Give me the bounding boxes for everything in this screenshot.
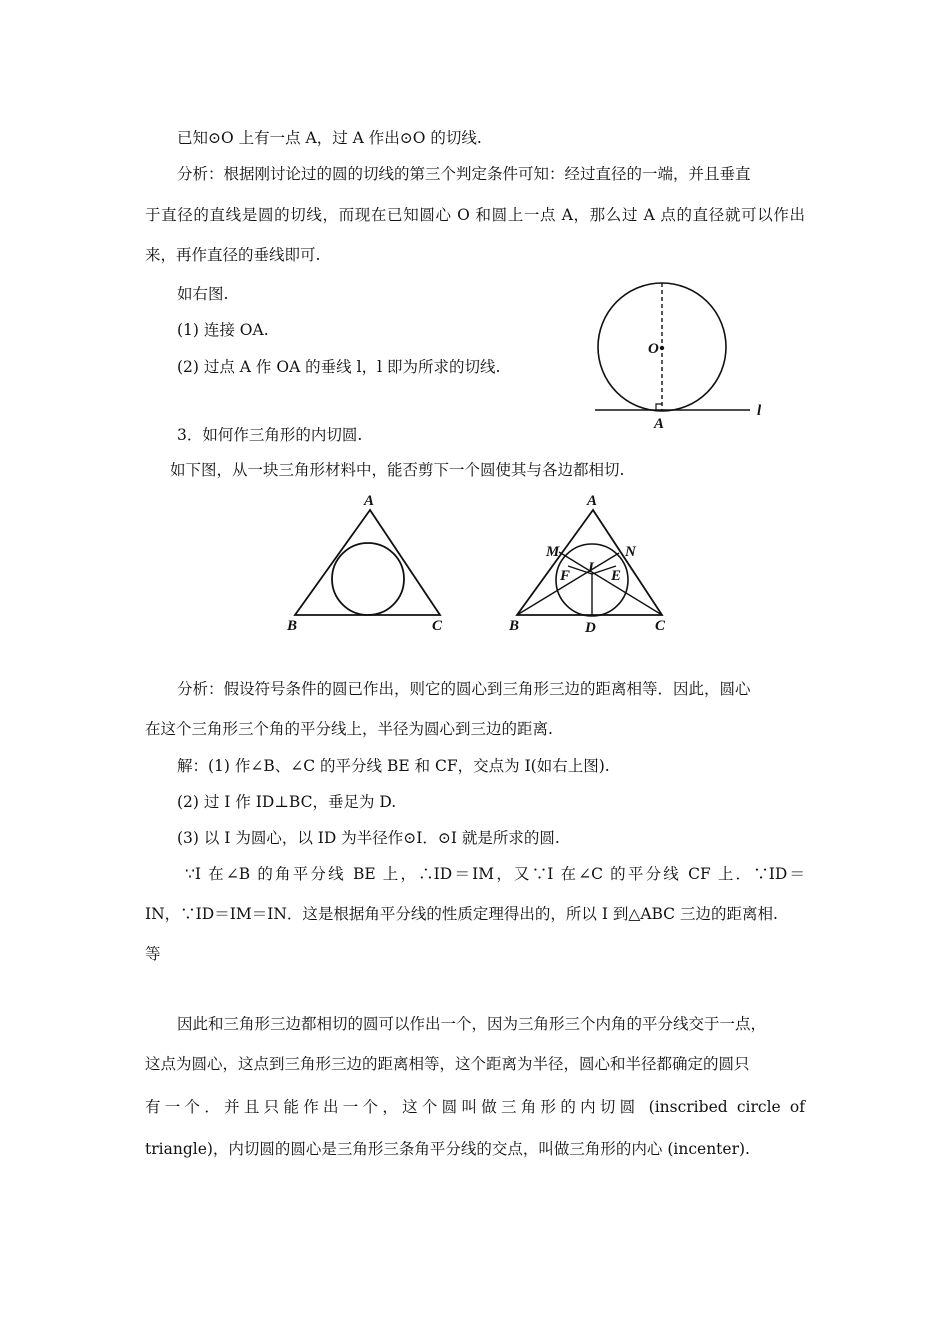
incenter-construction-figure: [505, 490, 680, 640]
label-A: A: [364, 493, 375, 509]
label-F: F: [560, 568, 571, 584]
label-A: A: [587, 493, 598, 509]
text-line-17: 等: [145, 945, 161, 963]
text-line-12: 解：(1) 作∠B、∠C 的平分线 BE 和 CF，交点为 I(如右上图).: [177, 757, 610, 775]
text-line-3: 于直径的直线是圆的切线，而现在已知圆心 O 和圆上一点 A，那么过 A 点的直径就可以作出: [145, 206, 805, 224]
text-line-16: IN，∵ID＝IM＝IN．这是根据角平分线的性质定理得出的，所以 I 到△ABC 三边的距离相.: [145, 905, 778, 923]
label-B: B: [509, 618, 520, 634]
label-l: l: [757, 403, 762, 419]
text-line-13: (2) 过 I 作 ID⊥BC，垂足为 D.: [177, 793, 397, 811]
text-line-7: (2) 过点 A 作 OA 的垂线 l，l 即为所求的切线.: [177, 358, 501, 376]
label-B: B: [287, 618, 298, 634]
text-line-18: 因此和三角形三边都相切的圆可以作出一个，因为三角形三个内角的平分线交于一点，: [177, 1015, 767, 1033]
text-line-15: ∵I 在∠B 的角平分线 BE 上，∴ID＝IM，又∵I 在∠C 的平分线 CF 上．∵ID＝: [185, 865, 805, 883]
label-O: O: [648, 341, 659, 357]
tangent-figure: [590, 280, 780, 435]
label-M: M: [546, 544, 560, 560]
label-C: C: [432, 618, 443, 634]
incircle-triangle-figure: [280, 490, 450, 635]
text-line-8: 3．如何作三角形的内切圆.: [177, 426, 363, 444]
text-line-4: 来，再作直径的垂线即可.: [145, 246, 321, 264]
text-line-9: 如下图，从一块三角形材料中，能否剪下一个圆使其与各边都相切.: [170, 461, 625, 479]
label-E: E: [611, 568, 622, 584]
label-D: D: [585, 620, 596, 636]
text-line-10: 分析：假设符号条件的圆已作出，则它的圆心到三角形三边的距离相等．因此，圆心: [177, 680, 751, 698]
label-N: N: [625, 544, 636, 560]
label-I: I: [588, 560, 594, 576]
text-line-20: 有一个．并且只能作出一个，这个圆叫做三角形的内切圆 (inscribed circle of: [145, 1098, 805, 1116]
text-line-19: 这点为圆心，这点到三角形三边的距离相等，这个距离为半径，圆心和半径都确定的圆只: [145, 1055, 750, 1073]
text-line-2: 分析：根据刚讨论过的圆的切线的第三个判定条件可知：经过直径的一端，并且垂直: [177, 165, 751, 183]
text-line-11: 在这个三角形三个角的平分线上，半径为圆心到三边的距离.: [145, 720, 553, 738]
text-line-21: triangle)，内切圆的圆心是三角形三条角平分线的交点，叫做三角形的内心 (incenter).: [145, 1140, 750, 1158]
text-line-14: (3) 以 I 为圆心，以 ID 为半径作⊙I．⊙I 就是所求的圆.: [177, 829, 560, 847]
text-line-6: (1) 连接 OA.: [177, 321, 269, 339]
text-line-5: 如右图.: [177, 285, 229, 303]
label-C: C: [655, 618, 666, 634]
text-line-1: 已知⊙O 上有一点 A，过 A 作出⊙O 的切线.: [177, 129, 482, 147]
label-A: A: [654, 416, 665, 432]
